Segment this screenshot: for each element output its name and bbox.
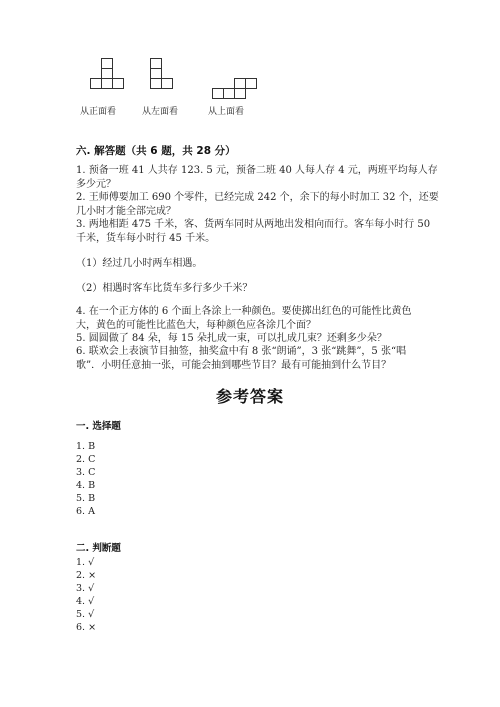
- question-3-part-2: （2）相遇时客车比货车多行多少千米？: [76, 283, 253, 294]
- left-view-label: 从左面看: [142, 107, 179, 117]
- question-3-line-2: 千米，货车每小时行 45 千米。: [76, 232, 216, 244]
- list-item: 3. √: [76, 583, 95, 594]
- list-item: 6. A: [76, 506, 95, 517]
- list-item: 5. B: [76, 493, 96, 504]
- list-item: 6. ×: [76, 622, 97, 633]
- left-view-drawing: [150, 58, 174, 98]
- question-1-line-2: 多少元？: [76, 178, 116, 190]
- question-6: [76, 345, 406, 372]
- question-2: [76, 191, 439, 218]
- question-6-line-1: 6. 联欢会上表演节目抽签，抽奖盒中有 8 张“朗诵”，3 张“跳舞”，5 张“唱: [76, 346, 407, 357]
- answer-key-title: 参考答案: [215, 387, 284, 406]
- front-view-label: 从正面看: [80, 107, 117, 117]
- list-item: 4. √: [76, 596, 95, 607]
- answers-choice-heading: 一. 选择题: [76, 421, 121, 432]
- question-4-line-1: 4. 在一个正方体的 6 个面上各涂上一种颜色。要使掷出红色的可能性比黄色: [76, 306, 412, 317]
- list-item: 1. √: [76, 557, 95, 568]
- question-5: 5. 圆圆做了 84 朵，每 15 朵扎成一束，可以扎成几束？还剩多少朵？: [76, 333, 387, 344]
- question-2-line-1: 2. 王师傅要加工 690 个零件，已经完成 242 个，余下的每小时加工 32 个，还要: [76, 192, 439, 203]
- list-item: 2. ×: [76, 570, 97, 581]
- answers-choice-list: [76, 440, 95, 518]
- list-item: 3. C: [76, 467, 96, 478]
- question-1-line-1: 1. 预备一班 41 人共存 123. 5 元，预备二班 40 人每人存 4 元，两班平均每人存: [76, 165, 438, 176]
- question-3-part-1: （1）经过几小时两车相遇。: [76, 258, 203, 269]
- question-2-line-2: 几小时才能全部完成？: [76, 205, 176, 217]
- question-6-line-2: 歌”．小明任意抽一张，可能会抽到哪些节目？最有可能抽到什么节目？: [76, 359, 392, 371]
- question-4: [76, 305, 411, 332]
- list-item: 4. B: [76, 480, 96, 491]
- question-1: [76, 164, 438, 191]
- front-view-drawing: [90, 58, 124, 98]
- section-6-heading: 六. 解答题（共 6 题，共 28 分）: [76, 145, 236, 157]
- question-4-line-2: 大，黄色的可能性比蓝色大，每种颜色应各涂几个面？: [76, 319, 316, 331]
- three-view-figure: [76, 58, 266, 120]
- top-view-drawing: [212, 78, 258, 100]
- top-view-label: 从上面看: [208, 107, 245, 117]
- list-item: 5. √: [76, 609, 95, 620]
- answers-judgement-heading: 二. 判断题: [76, 543, 121, 554]
- answers-judgement-list: [76, 556, 96, 634]
- question-3-line-1: 3. 两地相距 475 千米，客、货两车同时从两地出发相向而行。客车每小时行 50: [76, 219, 431, 230]
- list-item: 1. B: [76, 441, 96, 452]
- question-3: [76, 218, 430, 245]
- list-item: 2. C: [76, 454, 96, 465]
